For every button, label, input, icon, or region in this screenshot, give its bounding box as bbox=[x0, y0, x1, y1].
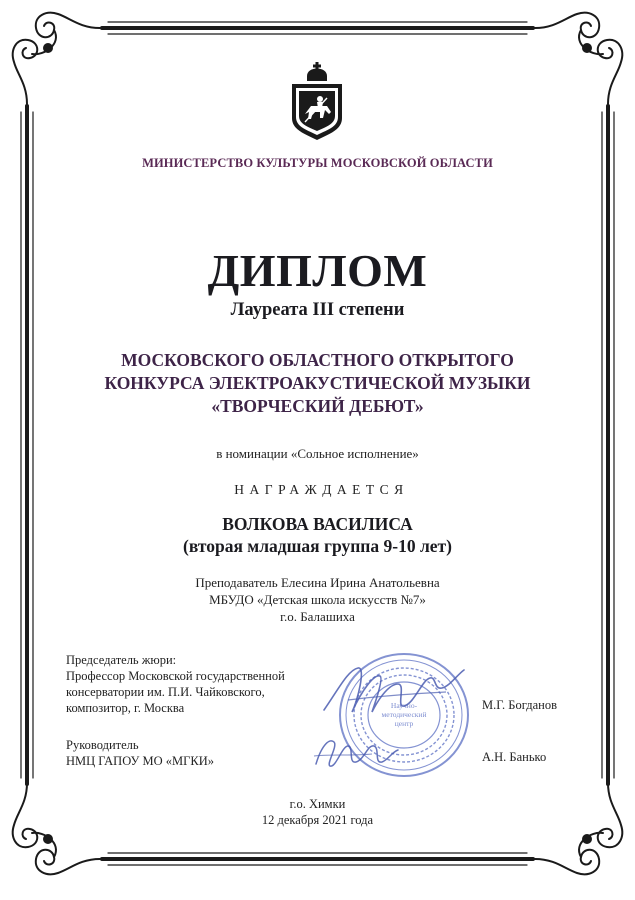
diploma-title: ДИПЛОМ bbox=[207, 245, 428, 296]
contest-title-line: МОСКОВСКОГО ОБЛАСТНОГО ОТКРЫТОГО bbox=[121, 350, 514, 370]
signature-icon bbox=[312, 734, 402, 776]
jury-line: Председатель жюри: bbox=[66, 653, 177, 667]
jury-line: композитор, г. Москва bbox=[66, 701, 185, 715]
head-of-center bbox=[66, 737, 214, 769]
contest-title-line: КОНКУРСА ЭЛЕКТРОАКУСТИЧЕСКОЙ МУЗЫКИ bbox=[104, 373, 531, 393]
head-line: НМЦ ГАПОУ МО «МГКИ» bbox=[66, 754, 214, 768]
jury-line: консерватории им. П.И. Чайковского, bbox=[66, 685, 265, 699]
signature-icon bbox=[318, 660, 468, 730]
corner-ornament-icon bbox=[13, 13, 100, 104]
recipient bbox=[0, 513, 635, 557]
teacher-line: г.о. Балашиха bbox=[280, 609, 355, 624]
recipient-name: ВОЛКОВА ВАСИЛИСА bbox=[222, 514, 413, 534]
ministry-name: МИНИСТЕРСТВО КУЛЬТУРЫ МОСКОВСКОЙ ОБЛАСТИ bbox=[142, 156, 493, 170]
date: 12 декабря 2021 года bbox=[261, 813, 374, 827]
recipient-group: (вторая младшая группа 9-10 лет) bbox=[183, 536, 452, 556]
jury-chairman bbox=[66, 652, 285, 716]
place-and-date bbox=[0, 796, 635, 828]
teacher-line: Преподаватель Елесина Ирина Анатольевна bbox=[195, 575, 440, 590]
head-signer-name: А.Н. Банько bbox=[482, 750, 547, 764]
contest-title-line: «ТВОРЧЕСКИЙ ДЕБЮТ» bbox=[211, 396, 424, 416]
diploma-degree: Лауреата III степени bbox=[230, 300, 405, 320]
contest-title bbox=[0, 349, 635, 418]
seal-center-line: Научно- bbox=[390, 701, 418, 710]
jury-signer-name: М.Г. Богданов bbox=[482, 698, 557, 712]
seal-center-line: центр bbox=[394, 719, 414, 728]
corner-ornament-icon bbox=[535, 13, 622, 104]
head-line: Руководитель bbox=[66, 738, 139, 752]
seal-center-line: методический bbox=[381, 710, 427, 719]
awarded-label: НАГРАЖДАЕТСЯ bbox=[234, 482, 409, 497]
coat-of-arms-icon bbox=[287, 62, 347, 142]
jury-line: Профессор Московской государственной bbox=[66, 669, 285, 683]
nomination: в номинации «Сольное исполнение» bbox=[216, 446, 419, 461]
place: г.о. Химки bbox=[289, 797, 346, 811]
teacher-info bbox=[0, 574, 635, 625]
teacher-line: МБУДО «Детская школа искусств №7» bbox=[209, 592, 426, 607]
